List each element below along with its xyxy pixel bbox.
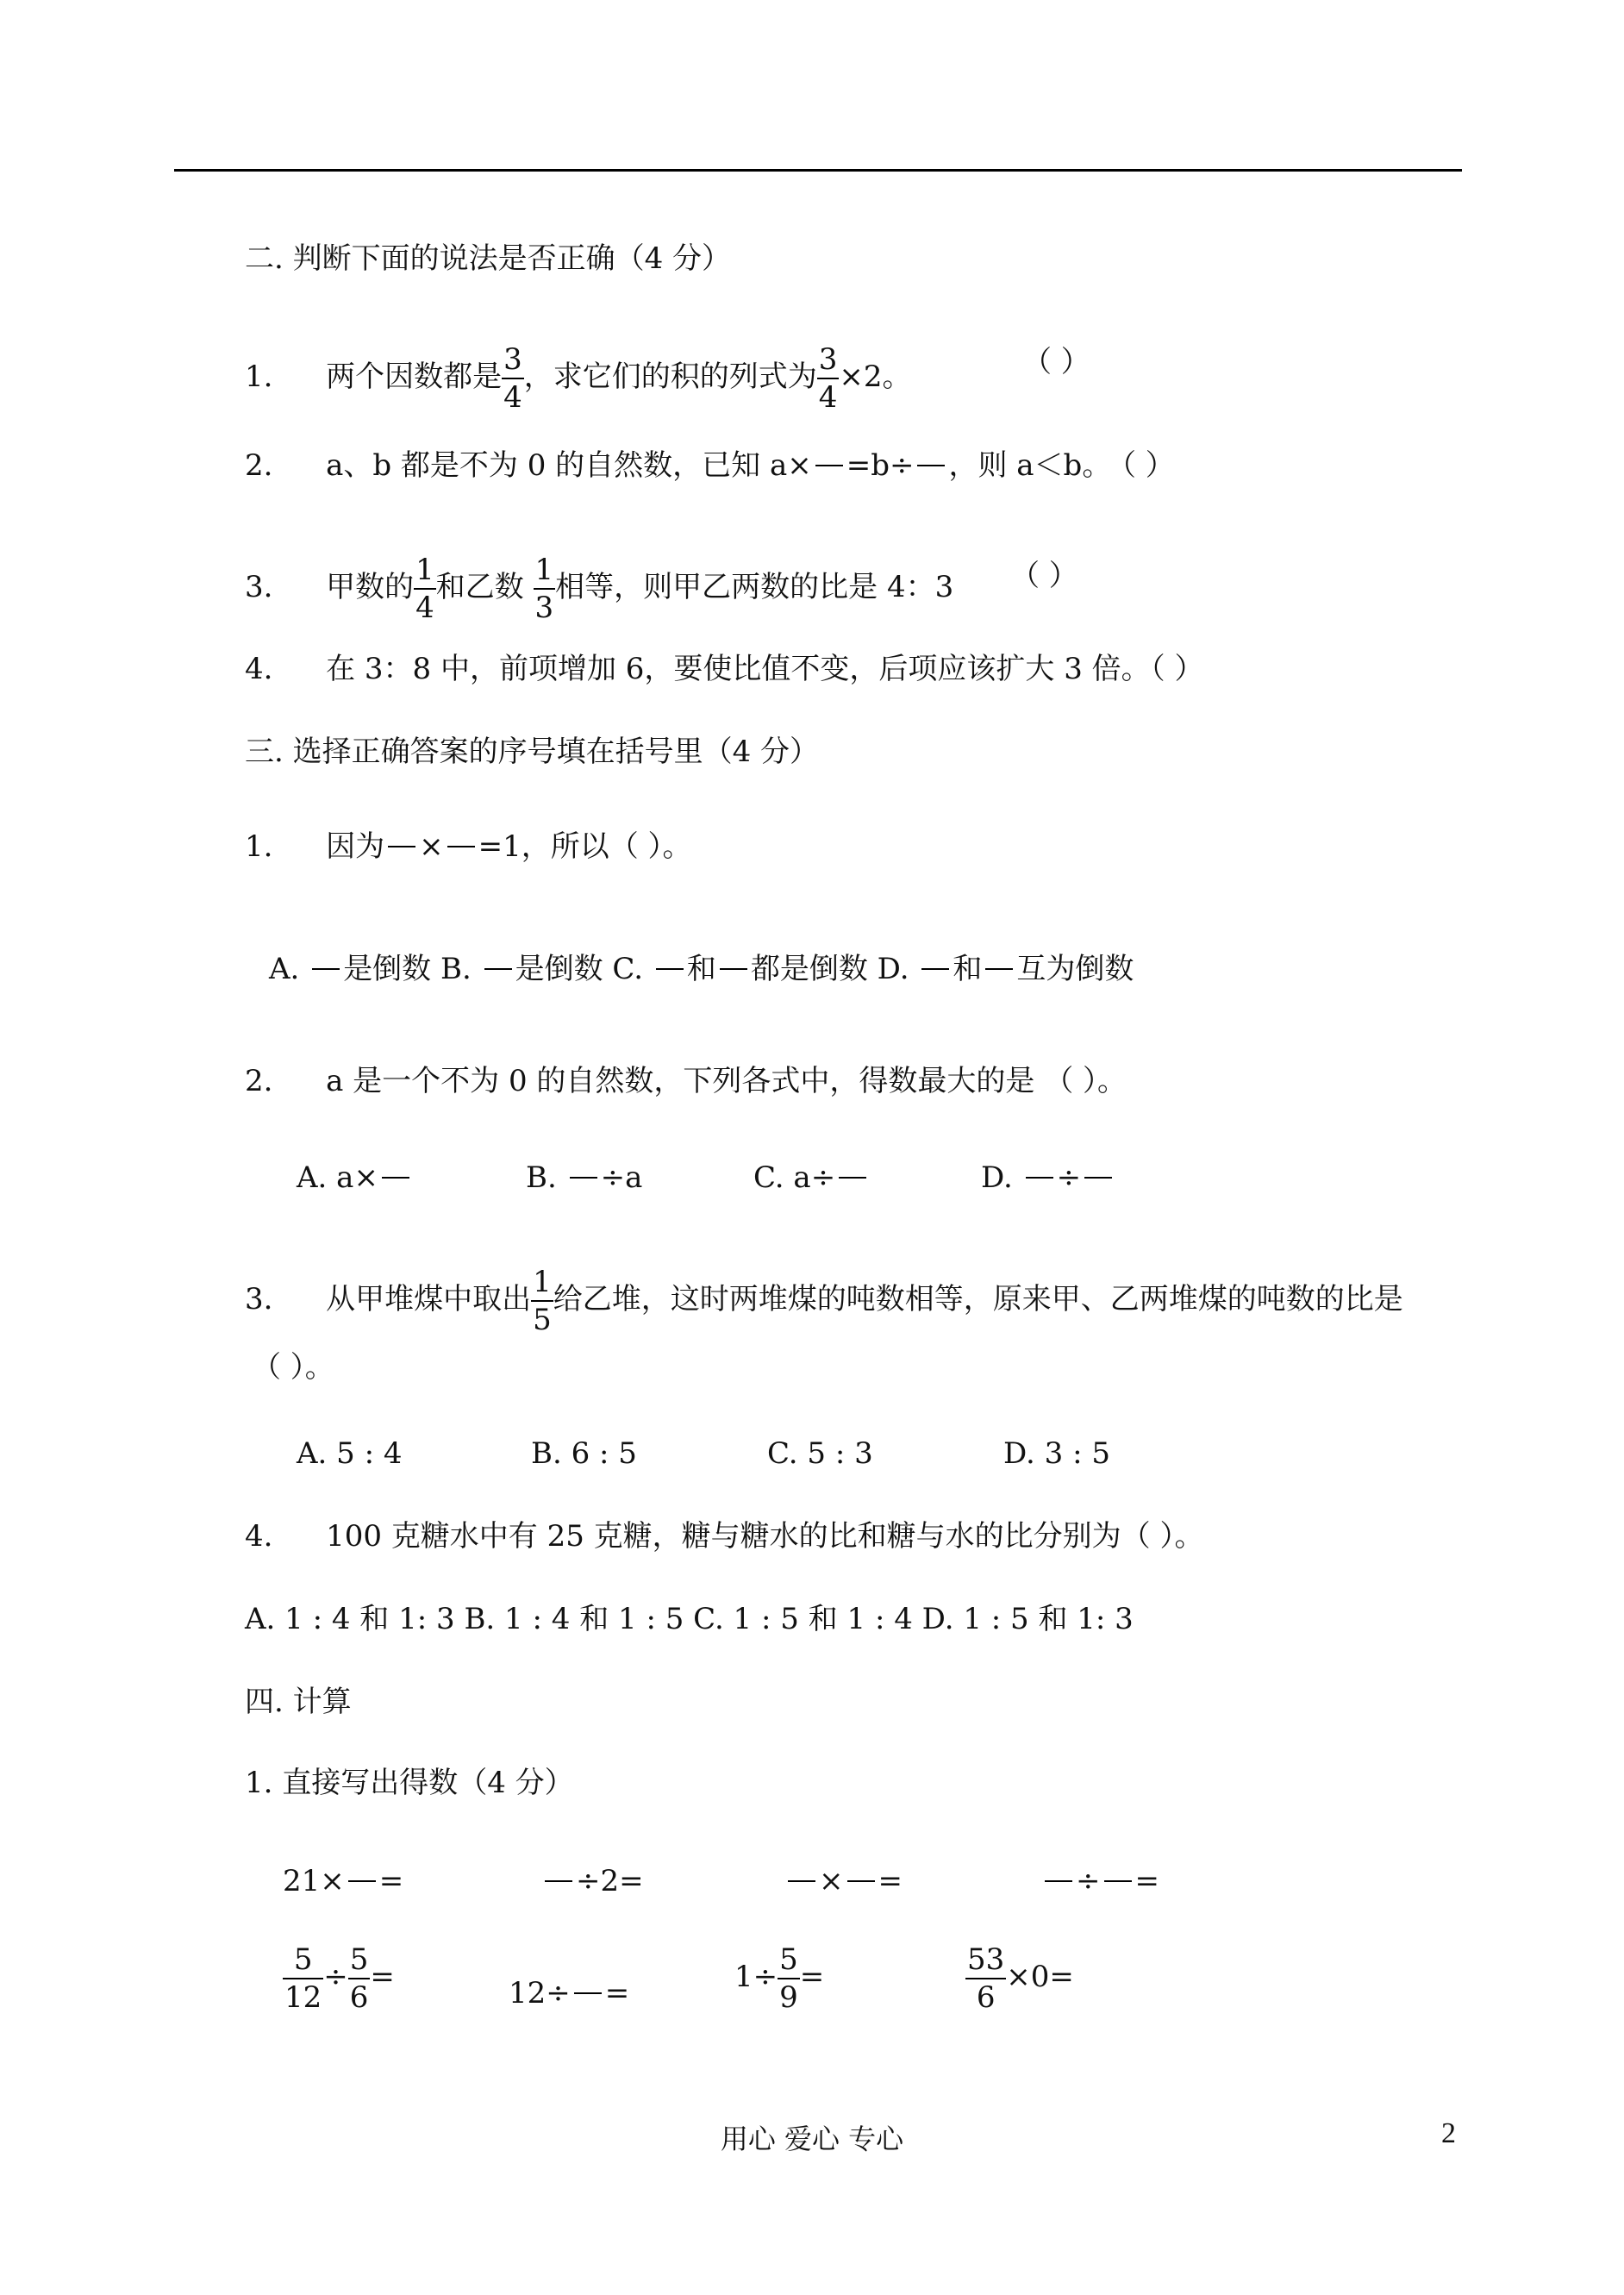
option-c-text-1: 和 <box>686 952 716 986</box>
s2-q3-text-b: 和乙数 <box>435 570 534 604</box>
s2-q4 <box>245 652 1203 686</box>
calc-text: 1÷ <box>734 1960 778 1994</box>
calc-text: = <box>378 1864 404 1898</box>
answer-paren[interactable]: （ ） <box>1107 448 1175 483</box>
fraction: $\frac{5}{12}$ <box>284 1942 322 2015</box>
answer-paren[interactable]: （ ） <box>1022 345 1090 379</box>
s2-q2-num: 2. <box>245 448 273 483</box>
s2-q2-text-a: a、b 都是不为 0 的自然数，已知 a× <box>326 448 812 483</box>
fraction-placeholder <box>1084 1177 1112 1179</box>
s2-q1-num: 1. <box>245 360 273 394</box>
fraction: $\frac{5}{9}$ <box>779 1942 798 2015</box>
s3-q3-option-d: D. 3 : 5 <box>1003 1436 1110 1471</box>
fraction: $\frac{3}{4}$ <box>818 342 838 415</box>
calc-text: 21× <box>283 1864 345 1898</box>
s3-q1-text-b: × <box>419 829 444 864</box>
s3-q1-options <box>269 952 1134 986</box>
fraction-placeholder <box>921 968 949 970</box>
fraction-placeholder <box>570 1177 597 1179</box>
s2-q3-num: 3. <box>245 570 273 604</box>
s3-q4-options: A. 1 : 4 和 1: 3 B. 1 : 4 和 1 : 5 C. 1 : 5 和 1 : 4 D. 1 : 5 和 1: 3 <box>245 1602 1134 1636</box>
section3-title: 三. 选择正确答案的序号填在括号里（4 分） <box>245 735 820 769</box>
calc-text: = <box>604 1976 630 2010</box>
calc-r1-a <box>283 1864 403 1898</box>
s3-q4 <box>245 1519 1203 1554</box>
fraction-placeholder <box>484 968 512 970</box>
section4-sub1: 1. 直接写出得数（4 分） <box>245 1766 574 1800</box>
calc-text: = <box>1134 1864 1159 1898</box>
footer-slogan: 用心 爱心 专心 <box>720 2123 904 2155</box>
calc-r1-d <box>1041 1864 1159 1898</box>
fraction-placeholder <box>388 846 415 847</box>
s2-q3-text-a: 甲数的 <box>326 570 415 604</box>
s3-q3-option-c: C. 5 : 3 <box>767 1436 873 1471</box>
option-a-text: 是倒数 B. <box>343 952 472 986</box>
section4-title: 四. 计算 <box>245 1685 352 1719</box>
calc-text: = <box>370 1960 395 1994</box>
calc-r1-c <box>784 1864 903 1898</box>
section2-title: 二. 判断下面的说法是否正确（4 分） <box>245 241 732 276</box>
s2-q2 <box>245 448 1111 483</box>
option-b-text: 是倒数 C. <box>515 952 644 986</box>
fraction: $\frac{1}{4}$ <box>415 553 434 625</box>
s3-q2-num: 2. <box>245 1064 273 1098</box>
s3-q3 <box>245 1267 1403 1335</box>
s3-q3-num: 3. <box>245 1282 273 1316</box>
s3-q2-text: a 是一个不为 0 的自然数，下列各式中，得数最大的是 （ ）。 <box>326 1064 1127 1098</box>
s2-q3-text-c: 相等，则甲乙两数的比是 4：3 <box>555 570 954 604</box>
fraction-placeholder <box>815 465 843 466</box>
s3-q2-option-a <box>297 1160 413 1195</box>
calc-text: × <box>819 1864 844 1898</box>
calc-text: = <box>799 1960 825 1994</box>
fraction-placeholder <box>847 1880 875 1882</box>
option-d-label: D. <box>981 1160 1013 1195</box>
s3-q2 <box>245 1064 1127 1098</box>
calc-text: ÷ <box>323 1960 348 1994</box>
calc-r2-d <box>965 1942 1074 2015</box>
fraction: $\frac{3}{4}$ <box>503 342 522 415</box>
s2-q4-text: 在 3：8 中，前项增加 6，要使比值不变，后项应该扩大 3 倍。（ ） <box>326 652 1204 686</box>
calc-text: = <box>878 1864 903 1898</box>
calc-text: ×0= <box>1006 1960 1074 1994</box>
fraction-placeholder <box>985 968 1013 970</box>
fraction-placeholder <box>545 1880 572 1882</box>
fraction: $\frac{1}{3}$ <box>534 553 554 625</box>
fraction-placeholder <box>917 465 945 466</box>
calc-text: 12÷ <box>509 1976 571 2010</box>
s3-q1-num: 1. <box>245 829 273 864</box>
page-number: 2 <box>1441 2117 1456 2149</box>
s2-q2-text-b: =b÷ <box>846 448 915 483</box>
s2-q1 <box>245 342 912 415</box>
option-c-text-2: 都是倒数 D. <box>750 952 909 986</box>
fraction-placeholder <box>312 968 340 970</box>
fraction-placeholder <box>656 968 684 970</box>
s3-q2-option-b <box>526 1160 642 1195</box>
fraction-placeholder <box>1045 1880 1072 1882</box>
s3-q1 <box>245 829 692 864</box>
s3-q3-option-a: A. 5 : 4 <box>297 1436 403 1471</box>
fraction-placeholder <box>1104 1880 1132 1882</box>
s3-q3-text-b: 给乙堆，这时两堆煤的吨数相等，原来甲、乙两堆煤的吨数的比是 <box>553 1282 1403 1316</box>
option-b-text: ÷a <box>600 1160 643 1195</box>
calc-text: ÷2= <box>576 1864 644 1898</box>
option-a-label: A. <box>269 952 300 986</box>
s3-q1-text-a: 因为 <box>326 829 385 864</box>
option-d-text-2: 互为倒数 <box>1016 952 1134 986</box>
s2-q3 <box>245 553 954 625</box>
s2-q2-text-c: ，则 a＜b。 <box>948 448 1112 483</box>
fraction-placeholder <box>839 1177 866 1179</box>
s2-q1-text-b: ，求它们的积的列式为 <box>523 360 817 394</box>
option-a-text: A. a× <box>297 1160 378 1195</box>
fraction: $\frac{1}{5}$ <box>533 1265 552 1337</box>
fraction: $\frac{5}{6}$ <box>349 1942 369 2015</box>
calc-r2-b <box>509 1976 629 2010</box>
fraction-placeholder <box>574 1992 602 1994</box>
option-d-text: ÷ <box>1056 1160 1082 1195</box>
calc-r2-c <box>734 1942 825 2015</box>
fraction-placeholder <box>1026 1177 1053 1179</box>
s2-q4-num: 4. <box>245 652 273 686</box>
s2-q1-text-a: 两个因数都是 <box>326 360 503 394</box>
option-c-text: C. a÷ <box>753 1160 836 1195</box>
s3-q2-option-d <box>981 1160 1115 1195</box>
s3-q1-text-c: =1，所以（ ）。 <box>478 829 692 864</box>
s3-q3-text-a: 从甲堆煤中取出 <box>326 1282 532 1316</box>
option-b-label: B. <box>526 1160 557 1195</box>
calc-r1-b <box>541 1864 644 1898</box>
fraction-placeholder <box>348 1880 376 1882</box>
header-rule <box>174 169 1462 172</box>
fraction-placeholder <box>788 1880 815 1882</box>
answer-paren[interactable]: （ ） <box>1010 559 1078 593</box>
s3-q3-option-b: B. 6 : 5 <box>531 1436 637 1471</box>
fraction-placeholder <box>447 846 475 847</box>
fraction-placeholder <box>382 1177 409 1179</box>
fraction: $\frac{53}{6}$ <box>967 1942 1005 2015</box>
s3-q2-option-c <box>753 1160 870 1195</box>
s3-q4-text: 100 克糖水中有 25 克糖，糖与糖水的比和糖与水的比分别为（ ）。 <box>326 1519 1204 1554</box>
fraction-placeholder <box>720 968 747 970</box>
calc-text: ÷ <box>1076 1864 1101 1898</box>
answer-paren[interactable]: （ ）。 <box>252 1350 334 1385</box>
s3-q4-num: 4. <box>245 1519 273 1554</box>
option-d-text-1: 和 <box>953 952 983 986</box>
s2-q1-text-c: ×2。 <box>839 360 912 394</box>
calc-r2-a <box>283 1942 395 2015</box>
